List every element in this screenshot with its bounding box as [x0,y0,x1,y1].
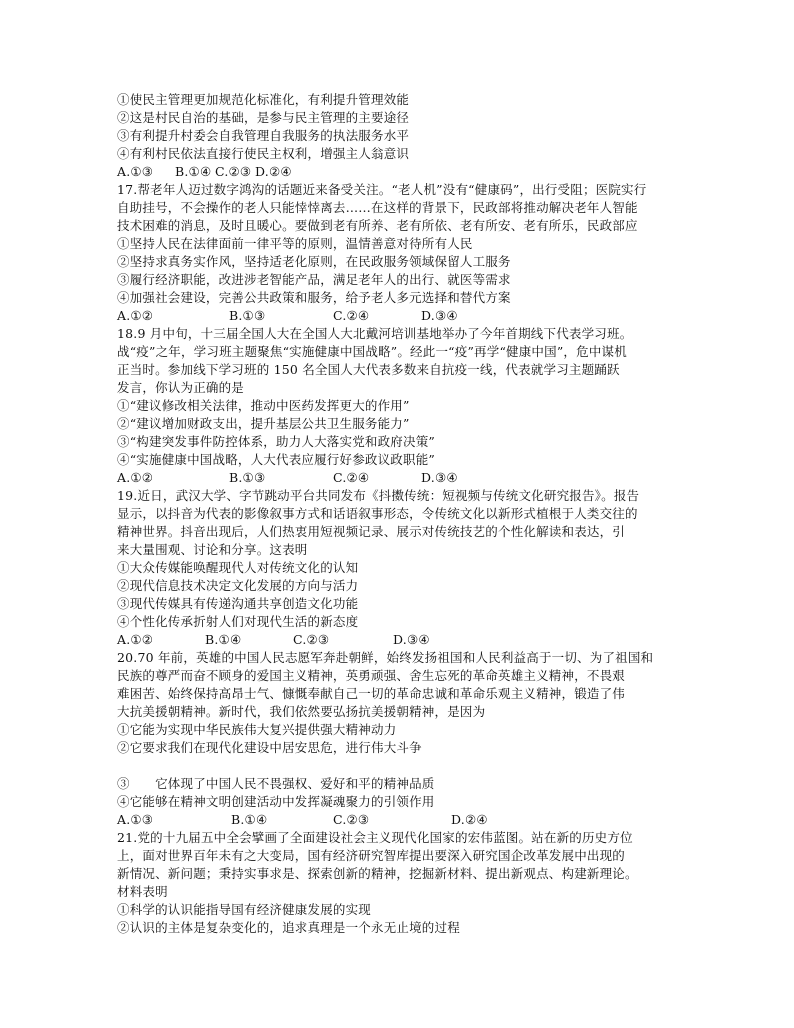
q19-option-c: C.②③ [293,632,330,647]
q19-statement-3: ③现代传媒具有传递沟通共享创造文化功能 [117,596,359,611]
q16-option-d: D.②④ [255,164,292,179]
q17-option-c: C.②④ [333,308,370,323]
q17-option-b: B.①③ [229,308,266,323]
q20-options [117,811,687,829]
q19-stem-line-1: 19.近日，武汉大学、字节跳动平台共同发布《抖擞传统：短视频与传统文化研究报告》。报告 [117,488,640,503]
q20-option-b: B.①④ [231,812,268,827]
q16-options [117,163,687,181]
q19-option-b: B.①④ [205,632,242,647]
q16-option-c: C.②③ [215,164,252,179]
q16-statement-2: ②这是村民自治的基础，是参与民主管理的主要途径 [117,110,410,125]
q20-option-d: D.②④ [451,812,488,827]
q17-options [117,307,687,325]
q19-stem-line-4: 来大量围观、讨论和分享。这表明 [117,542,308,557]
q19-option-a: A.①② [117,632,154,647]
q20-stem-line-4: 大抗美援朝精神。新时代，我们依然要弘扬抗美援朝精神，是因为 [117,704,486,719]
blank-line [117,757,687,775]
q17-stem-line-2: 自助挂号，不会操作的老人只能悻悻离去……在这样的背景下，民政部将推动解决老年人智能 [117,200,638,215]
q18-option-d: D.③④ [421,470,458,485]
q18-stem-line-1: 18.9 月中旬，十三届全国人大在全国人大北戴河培训基地举办了今年首期线下代表学习班。 [117,326,633,341]
q17-statement-4: ④加强社会建设，完善公共政策和服务，给予老人多元选择和替代方案 [117,290,511,305]
q21-stem-line-1: 21.党的十九届五中全会擘画了全面建设社会主义现代化国家的宏伟蓝图。站在新的历史方位 [117,830,633,845]
exam-page [117,91,687,937]
q18-statement-4: ④“实施健康中国战略，人大代表应履行好参政议政职能” [117,452,435,467]
q17-stem-line-1: 17.帮老年人迈过数字鸿沟的话题近来备受关注。“老人机”没有“健康码”，出行受阻；医院实行 [117,182,647,197]
q20-option-c: C.②③ [333,812,370,827]
q17-statement-3: ③履行经济职能，改进涉老智能产品，满足老年人的出行、就医等需求 [117,272,511,287]
q21-stem-line-4: 材料表明 [117,884,168,899]
q16-option-b: B.①④ [175,164,212,179]
q18-statement-1: ①“建议修改相关法律，推动中医药发挥更大的作用” [117,398,410,413]
q18-options [117,469,687,487]
q18-stem-line-4: 发言，你认为正确的是 [117,380,245,395]
q21-stem-line-3: 新情况、新问题；秉持实事求是、探索创新的精神，挖掘新材料、提出新观点、构建新理论。 [117,866,638,881]
q19-statement-4: ④个性化传承折射人们对现代生活的新态度 [117,614,359,629]
q20-option-a: A.①③ [117,812,154,827]
q17-option-a: A.①② [117,308,154,323]
q19-statement-1: ①大众传媒能唤醒现代人对传统文化的认知 [117,560,359,575]
q20-stem-line-3: 难困苦、始终保持高昂士气、慷慨奉献自己一切的革命忠诚和革命乐观主义精神，锻造了伟 [117,686,626,701]
q21-stem-line-2: 上，面对世界百年未有之大变局，国有经济研究智库提出要深入研究国企改革发展中出现的 [117,848,626,863]
q19-options [117,631,687,649]
q20-statement-2: ②它要求我们在现代化建设中居安思危，进行伟大斗争 [117,740,422,755]
q19-stem-line-2: 显示，以抖音为代表的影像叙事方式和话语叙事形态，令传统文化以新形式植根于人类交往的 [117,506,638,521]
q16-option-a: A.①③ [117,164,154,179]
q19-stem-line-3: 精神世界。抖音出现后，人们热衷用短视频记录、展示对传统技艺的个性化解读和表达，引 [117,524,626,539]
q20-statement-3: ③ 它体现了中国人民不畏强权、爱好和平的精神品质 [117,776,435,791]
q20-statement-1: ①它能为实现中华民族伟大复兴提供强大精神动力 [117,722,397,737]
q19-option-d: D.③④ [393,632,430,647]
q21-statement-1: ①科学的认识能指导国有经济健康发展的实现 [117,902,372,917]
q17-statement-2: ②坚持求真务实作风，坚持适老化原则，在民政服务领域保留人工服务 [117,254,511,269]
q18-option-a: A.①② [117,470,154,485]
q18-option-c: C.②④ [333,470,370,485]
q17-statement-1: ①坚持人民在法律面前一律平等的原则，温情善意对待所有人民 [117,236,473,251]
q21-statement-2: ②认识的主体是复杂变化的，追求真理是一个永无止境的过程 [117,920,460,935]
q19-statement-2: ②现代信息技术决定文化发展的方向与活力 [117,578,359,593]
q18-option-b: B.①③ [229,470,266,485]
q16-statement-3: ③有利提升村委会自我管理自我服务的执法服务水平 [117,128,410,143]
q16-statement-1: ①使民主管理更加规范化标准化，有利提升管理效能 [117,92,410,107]
q17-option-d: D.③④ [421,308,458,323]
q18-statement-2: ②“建议增加财政支出，提升基层公共卫生服务能力” [117,416,410,431]
q20-statement-4: ④它能够在精神文明创建活动中发挥凝魂聚力的引领作用 [117,794,435,809]
q17-stem-line-3: 技术困难的消息，及时且暖心。要做到老有所养、老有所依、老有所安、老有所乐，民政部应 [117,218,638,233]
q18-statement-3: ③“构建突发事件防控体系，助力人大落实党和政府决策” [117,434,435,449]
q20-stem-line-1: 20.70 年前，英雄的中国人民志愿军奔赴朝鲜，始终发扬祖国和人民利益高于一切、为了祖国和 [117,650,654,665]
q18-stem-line-3: 正当时。参加线下学习班的 150 名全国人大代表多数来自抗疫一线，代表就学习主题踊跃 [117,362,620,377]
q20-stem-line-2: 民族的尊严而奋不顾身的爱国主义精神，英勇顽强、舍生忘死的革命英雄主义精神，不畏艰 [117,668,626,683]
q18-stem-line-2: 战“疫”之年，学习班主题聚焦“实施健康中国战略”。经此一“疫”再学“健康中国”，危中谋机 [117,344,627,359]
q16-statement-4: ④有利村民依法直接行使民主权利，增强主人翁意识 [117,146,410,161]
